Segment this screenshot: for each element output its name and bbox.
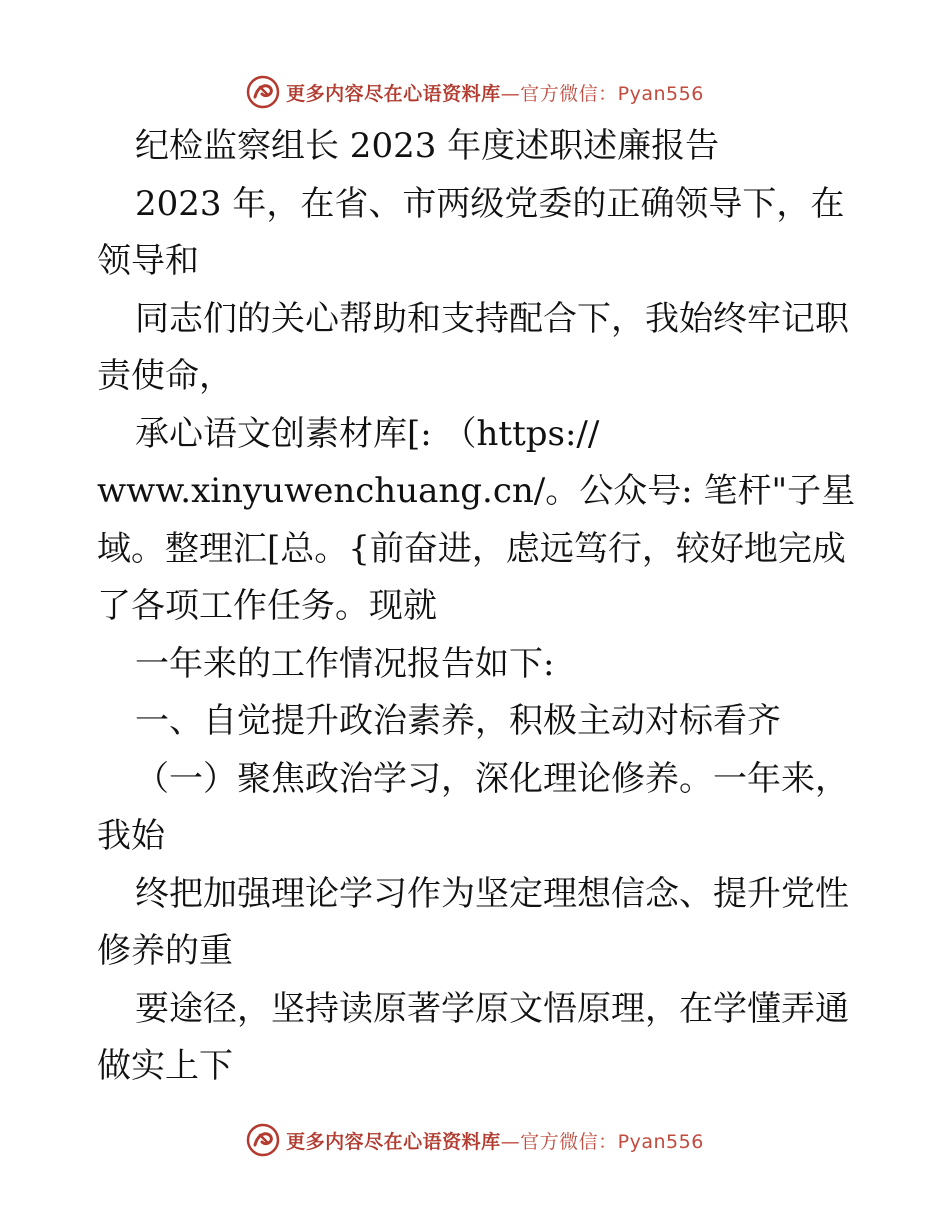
red-swirl-logo-icon xyxy=(246,75,280,109)
watermark-text xyxy=(286,79,704,106)
text-line: 责使命， xyxy=(97,356,233,396)
text-line: 要途径，坚持读原著学原文悟原理，在学懂弄通 xyxy=(135,988,849,1029)
text-line: www.xinyuwenchuang.cn/。公众号: 笔杆"子星 xyxy=(97,471,856,511)
document-body xyxy=(97,118,857,1096)
text-line: 修养的重 xyxy=(97,931,233,971)
text-line: 了各项工作任务。现就 xyxy=(97,586,437,626)
text-line: （一）聚焦政治学习，深化理论修养。一年来， xyxy=(135,758,849,799)
red-swirl-logo-icon xyxy=(246,1123,280,1157)
watermark-text-contact: —官方微信：Pyan556 xyxy=(500,1130,704,1153)
watermark-text-contact: —官方微信：Pyan556 xyxy=(500,82,704,105)
watermark-text xyxy=(286,1127,704,1154)
text-line: 做实上下 xyxy=(97,1046,233,1086)
text-line: 终把加强理论学习作为坚定理想信念、提升党性 xyxy=(135,873,849,914)
footer-watermark-banner xyxy=(0,1120,950,1160)
watermark-text-bold: 更多内容尽在心语资料库 xyxy=(286,1130,501,1153)
header-watermark-banner xyxy=(0,72,950,112)
text-line: 一、自觉提升政治素养，积极主动对标看齐 xyxy=(135,701,781,741)
text-line: 领导和 xyxy=(97,241,199,281)
text-line: 一年来的工作情况报告如下: xyxy=(135,643,555,684)
text-line: 同志们的关心帮助和支持配合下，我始终牢记职 xyxy=(135,298,849,339)
watermark-text-bold: 更多内容尽在心语资料库 xyxy=(286,82,501,105)
footer-watermark xyxy=(246,1123,704,1157)
text-line: 域。整理汇[总。{前奋进，虑远笃行，较好地完成 xyxy=(97,528,846,569)
header-watermark xyxy=(246,75,704,109)
text-line: 承心语文创素材库[: （https:// xyxy=(135,413,600,454)
text-line: 我始 xyxy=(97,816,165,856)
text-line: 2023 年，在省、市两级党委的正确领导下，在 xyxy=(135,183,845,224)
text-line: 纪检监察组长 2023 年度述职述廉报告 xyxy=(135,126,720,166)
